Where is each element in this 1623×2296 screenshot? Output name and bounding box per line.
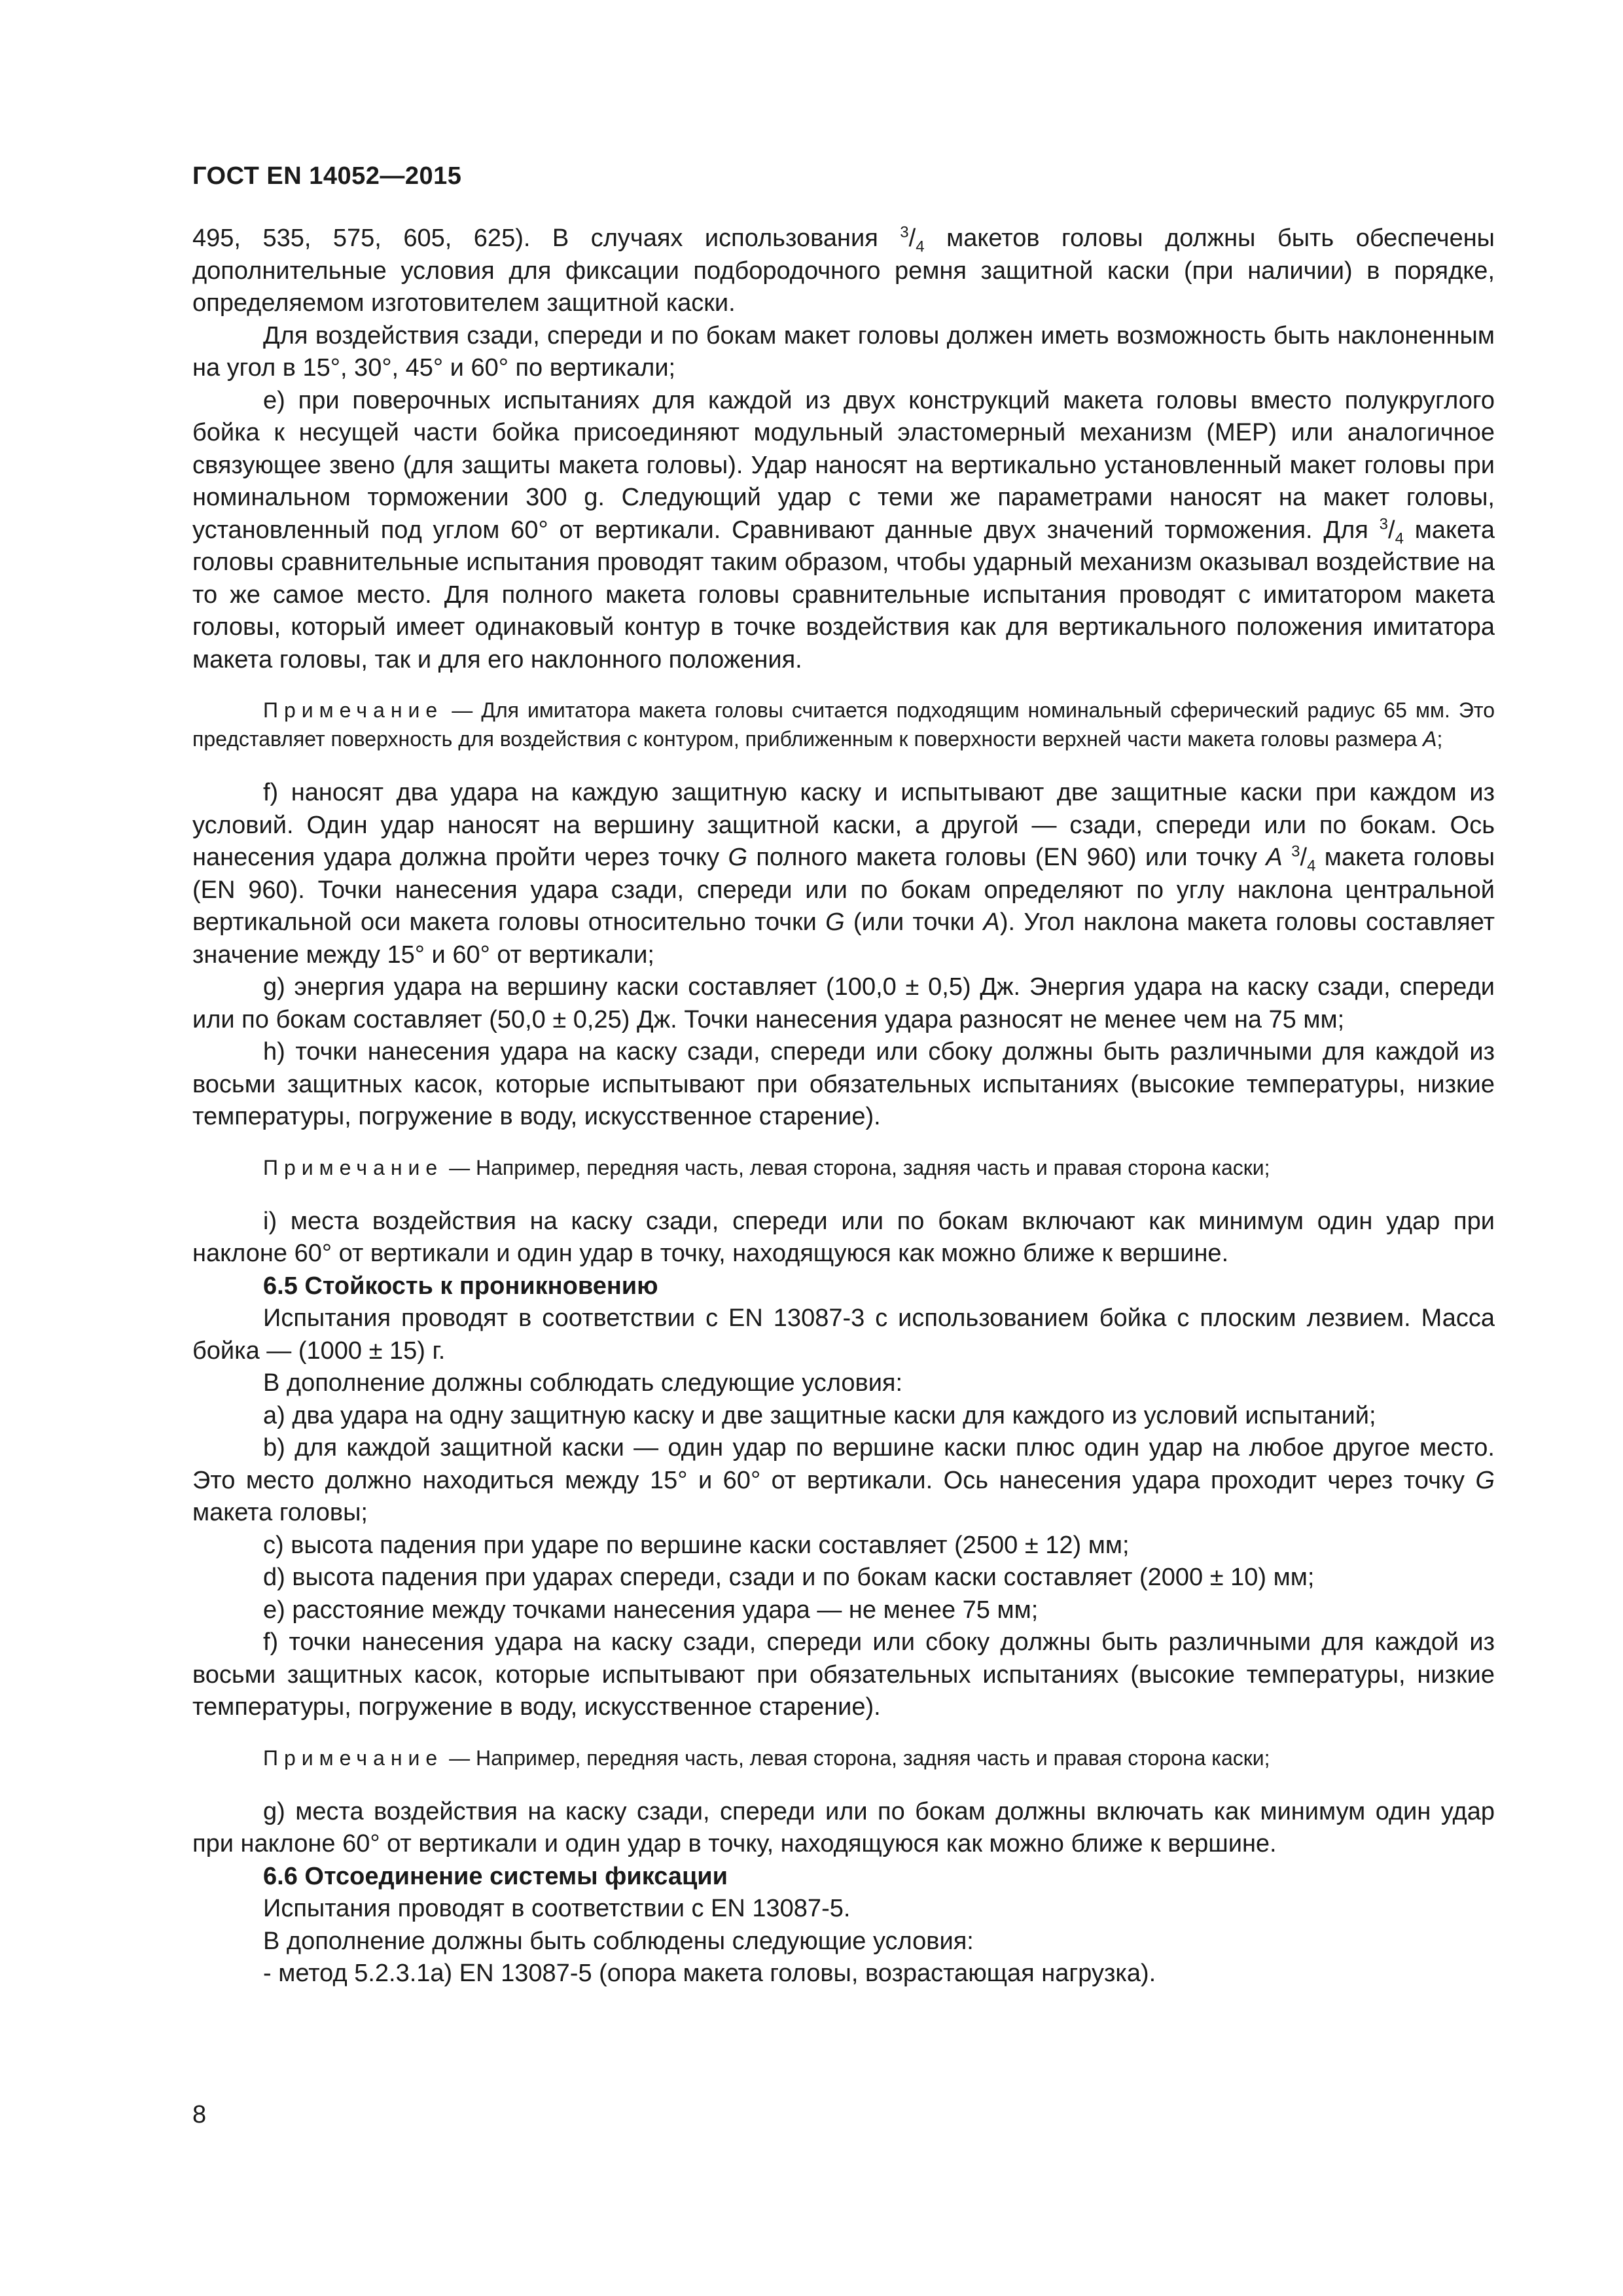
list-item-e: e) при поверочных испытаниях для каждой из двух конструкций макета головы вместо полукруглого бойка к несущей части бойка присоединяют модульный эластомерный механизм (МЕР) или аналогичное связующее звено (для защиты макета головы). Удар наносят на вертикально установленный макет головы при номинальном торможении 300 g. Следующий удар с теми же параметрами наносят на макет головы, установленный под углом 60° от вертикали. Сравнивают данные двух значений торможения. Для $^3/_4$ макета головы сравнительные испытания проводят таким образом, чтобы ударный механизм оказывал воздействие на то же самое место. Для полного макета головы сравнительные испытания проводят с имитатором макета головы, который имеет одинаковый контур в точке воздействия как для вертикального положения имитатора макета головы, так и для его наклонного положения. — [192, 386, 1495, 673]
fraction-denominator: 4 — [1307, 857, 1316, 875]
paragraph: 495, 535, 575, 605, 625). В случаях использования $^3/_4$ макетов головы должны быть обеспечены дополнительные условия для фиксации подбородочного ремня защитной каски (при наличии) в порядке, определяемом изготовителем защитной каски. — [192, 223, 1495, 317]
fraction-numerator: 3 — [1291, 842, 1300, 861]
list-item-g: g) места воздействия на каску сзади, спереди или по бокам должны включать как минимум один удар при наклоне 60° от вертикали и один удар в точку, находящуюся как можно ближе к вершине. — [192, 1797, 1495, 1857]
text-run: полного макета головы (EN 960) или точку — [747, 844, 1266, 871]
italic-symbol: G — [728, 844, 748, 871]
text-run: b) для каждой защитной каски — один удар по вершине каски плюс один удар на любое другое место. Это место должно находиться между 15° и 60° от вертикали. Ось нанесения удара проходит через точку — [192, 1434, 1495, 1494]
list-item-c: c) высота падения при ударе по вершине каски составляет (2500 ± 12) мм; — [263, 1531, 1130, 1559]
note-label: Примечание — [263, 698, 444, 722]
section-heading-6-5: 6.5 Стойкость к проникновению — [263, 1272, 658, 1300]
italic-symbol: A — [1266, 844, 1283, 871]
document-header: ГОСТ EN 14052—2015 — [192, 162, 462, 190]
fraction-denominator: 4 — [916, 238, 925, 256]
fraction-numerator: 3 — [900, 223, 909, 242]
paragraph: Испытания проводят в соответствии с EN 13087-3 с использованием бойка с плоским лезвием. Масса бойка — (1000 ± 15) г. — [192, 1304, 1495, 1365]
list-item-i: i) места воздействия на каску сзади, спереди или по бокам включают как минимум один удар при наклоне 60° от вертикали и один удар в точку, находящуюся как можно ближе к вершине. — [192, 1207, 1495, 1267]
paragraph: Испытания проводят в соответствии с EN 13087-5. — [263, 1895, 851, 1922]
list-item-a: a) два удара на одну защитную каску и две защитные каски для каждого из условий испытаний; — [263, 1401, 1376, 1429]
section-heading-6-6: 6.6 Отсоединение системы фиксации — [263, 1862, 728, 1890]
fraction-denominator: 4 — [1395, 529, 1404, 548]
text-run: ; — [1436, 727, 1443, 751]
fraction-numerator: 3 — [1379, 514, 1388, 533]
text-run: (или точки — [844, 908, 984, 936]
paragraph: Для воздействия сзади, спереди и по бокам макет головы должен иметь возможность быть наклоненным на угол в 15°, 30°, 45° и 60° по вертикали; — [192, 321, 1495, 382]
document-body — [192, 223, 1495, 1990]
text-run: — Для имитатора макета головы считается подходящим номинальный сферический радиус 65 мм. Это представляет поверхность для воздействия с контуром, приближенным к поверхности верхней части макета головы размера — [192, 698, 1495, 751]
list-item-b — [192, 1432, 1495, 1530]
note — [192, 696, 1495, 753]
text-run: ). Угол наклона макета головы составляет значение между 15° и 60° от вертикали; — [192, 908, 1495, 969]
list-item-e: e) расстояние между точками нанесения удара — не менее 75 мм; — [263, 1596, 1039, 1624]
note — [192, 1153, 1495, 1182]
italic-symbol: G — [1475, 1466, 1495, 1494]
text-run: макета головы; — [192, 1499, 368, 1526]
text-run: — Например, передняя часть, левая сторона, задняя часть и правая сторона каски; — [443, 1155, 1270, 1179]
list-item-g: g) энергия удара на вершину каски составляет (100,0 ± 0,5) Дж. Энергия удара на каску сзади, спереди или по бокам составляет (50,0 ± 0,25) Дж. Точки нанесения удара разносят не менее чем на 75 мм; — [192, 973, 1495, 1033]
list-item-h: h) точки нанесения удара на каску сзади, спереди или сбоку должны быть различными для каждой из восьми защитных касок, которые испытывают при обязательных испытаниях (высокие температуры, низкие температуры, погружение в воду, искусственное старение). — [192, 1038, 1495, 1130]
italic-symbol: G — [825, 908, 845, 936]
paragraph: В дополнение должны быть соблюдены следующие условия: — [263, 1927, 974, 1955]
note — [192, 1744, 1495, 1772]
note-label: Примечание — [263, 1746, 444, 1770]
list-item-f: f) наносят два удара на каждую защитную каску и испытывают две защитные каски при каждом из условий. Один удар наносят на вершину защитной каски, а другой — сзади, спереди или по бокам. Ось нанесения удара должна пройти через точку G полного макета головы (EN 960) или точку A $^3/_4$ макета головы (EN 960). Точки нанесения удара сзади, спереди или по бокам определяют по углу наклона центральной вертикальной оси макета головы относительно точки G (или точки A). Угол наклона макета головы составляет значение между 15° и 60° от вертикали; — [192, 779, 1495, 969]
paragraph: В дополнение должны соблюдать следующие условия: — [263, 1369, 903, 1397]
text-run: 495, 535, 575, 605, 625). В случаях использования — [192, 224, 901, 252]
text-run: — Например, передняя часть, левая сторона, задняя часть и правая сторона каски; — [443, 1746, 1270, 1770]
text-run: e) при поверочных испытаниях для каждой из двух конструкций макета головы вместо полукруглого бойка к несущей части бойка присоединяют модульный эластомерный механизм (МЕР) или аналогичное связующее звено (для защиты макета головы). Удар наносят на вертикально установленный макет головы при номинальном торможении 300 g. Следующий удар с теми же параметрами наносят на макет головы, установленный под углом 60° от вертикали. Сравнивают данные двух значений торможения. Для — [192, 386, 1495, 544]
italic-symbol: A — [1423, 727, 1437, 751]
italic-symbol: A — [983, 908, 1000, 936]
note-label: Примечание — [263, 1155, 444, 1179]
list-item-method: - метод 5.2.3.1a) EN 13087-5 (опора макета головы, возрастающая нагрузка). — [263, 1960, 1156, 1987]
text-run: макета головы сравнительные испытания проводят таким образом, чтобы ударный механизм оказывал воздействие на то же самое место. Для полного макета головы сравнительные испытания проводят с имитатором макета головы, который имеет одинаковый контур в точке воздействия как для вертикального положения имитатора макета головы, так и для его наклонного положения. — [192, 516, 1495, 673]
text-run: f) наносят два удара на каждую защитную каску и испытывают две защитные каски при каждом из условий. Один удар наносят на вершину защитной каски, а другой — сзади, спереди или по бокам. Ось нанесения удара должна пройти через точку — [192, 779, 1495, 871]
list-item-f: f) точки нанесения удара на каску сзади, спереди или сбоку должны быть различными для каждой из восьми защитных касок, которые испытывают при обязательных испытаниях (высокие температуры, низкие температуры, погружение в воду, искусственное старение). — [192, 1628, 1495, 1721]
list-item-d: d) высота падения при ударах спереди, сзади и по бокам каски составляет (2000 ± 10) мм; — [263, 1564, 1315, 1591]
text-run: макетов головы должны быть обеспечены дополнительные условия для фиксации подбородочного ремня защитной каски (при наличии) в порядке, определяемом изготовителем защитной каски. — [192, 224, 1495, 317]
text-run: макета головы (EN 960). Точки нанесения удара сзади, спереди или по бокам определяют по углу наклона центральной вертикальной оси макета головы относительно точки — [192, 844, 1495, 936]
page-number: 8 — [192, 2101, 207, 2128]
